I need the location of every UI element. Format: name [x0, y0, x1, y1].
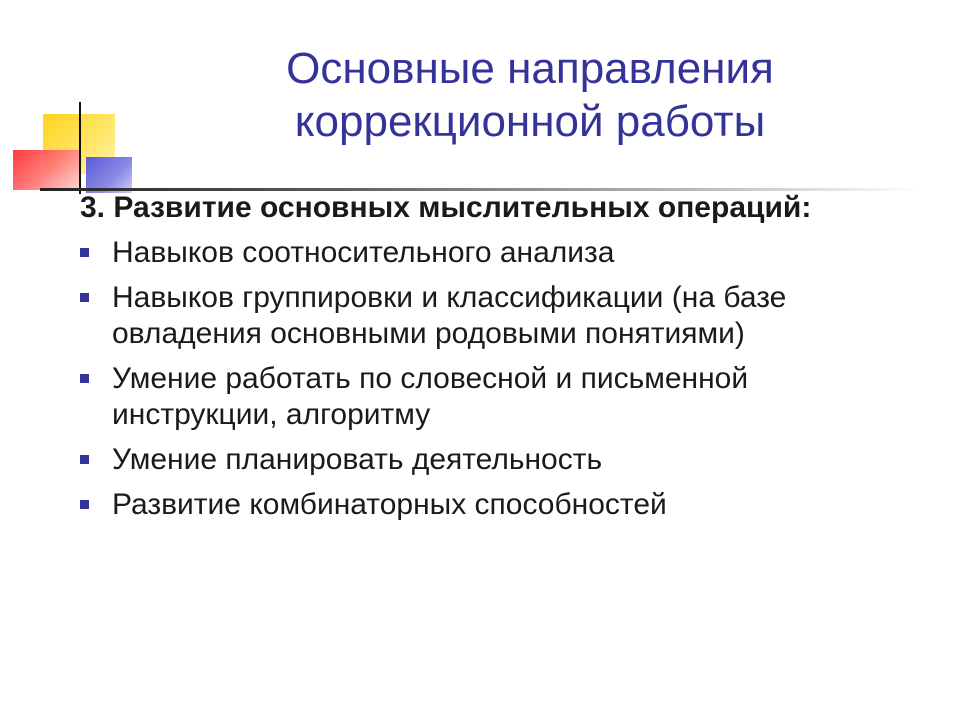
ornament-vertical-line: [79, 102, 81, 194]
ornament-red-square: [13, 150, 79, 190]
list-item: [80, 235, 920, 271]
square-bullet-icon: [80, 374, 89, 383]
square-bullet-icon: [80, 500, 89, 509]
list-item: [80, 280, 920, 352]
square-bullet-icon: [80, 455, 89, 464]
list-item-text: Развитие комбинаторных способностей: [112, 488, 667, 521]
list-item-text: Умение работать по словесной и письменной инструкции, алгоритму: [112, 362, 749, 431]
slide-title-line-1: Основные направления: [286, 44, 774, 93]
section-heading: 3. Развитие основных мыслительных операций:: [80, 191, 812, 224]
square-bullet-icon: [80, 293, 89, 302]
square-bullet-icon: [80, 248, 89, 257]
bullet-list: [80, 235, 920, 523]
slide-title-line-2: коррекционной работы: [294, 97, 766, 146]
list-item-text: Навыков соотносительного анализа: [112, 236, 615, 269]
list-item: [80, 361, 920, 433]
list-item: [80, 487, 920, 523]
list-item-text: Умение планировать деятельность: [112, 443, 603, 476]
list-item-text: Навыков группировки и классификации (на базе овладения основными родовыми понятиями): [112, 281, 787, 350]
slide-body: [80, 191, 920, 532]
slide-title: [180, 42, 880, 148]
list-item: [80, 442, 920, 478]
